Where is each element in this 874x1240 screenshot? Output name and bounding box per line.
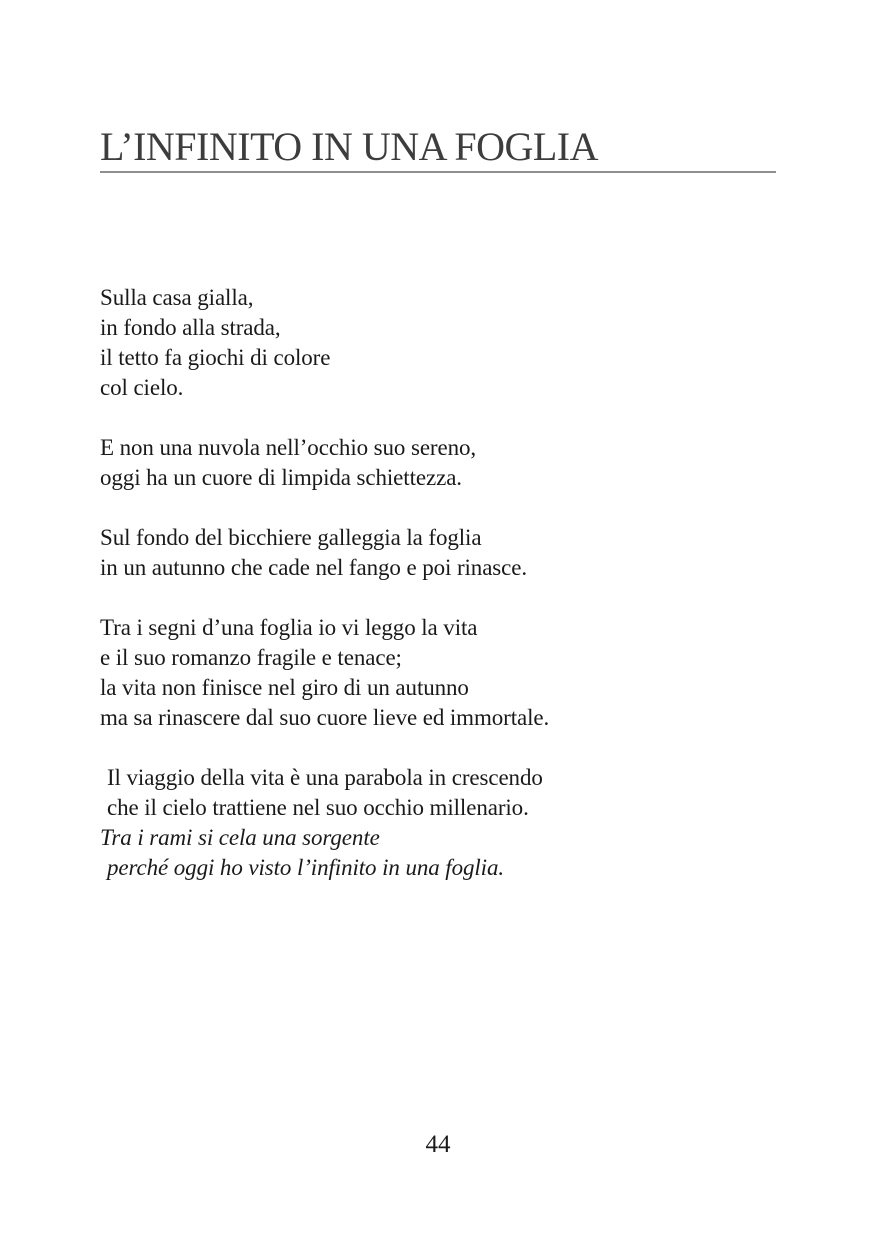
poem-line: il tetto fa giochi di colore <box>100 345 331 370</box>
poem-line: Tra i segni d’una foglia io vi leggo la vita <box>100 615 478 640</box>
poem-line: E non una nuvola nell’occhio suo sereno, <box>100 435 477 460</box>
poem-line: perché oggi ho visto l’infinito in una foglia. <box>107 855 505 880</box>
stanza <box>100 433 549 493</box>
poem-line: Sulla casa gialla, <box>100 285 254 310</box>
poem-line: ma sa rinascere dal suo cuore lieve ed immortale. <box>100 705 550 730</box>
stanza <box>100 523 549 583</box>
poem-line: e il suo romanzo fragile e tenace; <box>100 645 402 670</box>
poem-line: col cielo. <box>100 375 184 400</box>
poem-line: in fondo alla strada, <box>100 315 281 340</box>
poem-line: Tra i rami si cela una sorgente <box>100 825 380 850</box>
poem-line: Il viaggio della vita è una parabola in crescendo <box>107 765 543 790</box>
poem <box>100 283 549 913</box>
page-number: 44 <box>425 1131 451 1158</box>
poem-line: la vita non finisce nel giro di un autunno <box>100 675 469 700</box>
poem-line: che il cielo trattiene nel suo occhio millenario. <box>107 795 529 820</box>
stanza <box>100 283 549 403</box>
poem-line: oggi ha un cuore di limpida schiettezza. <box>100 465 462 490</box>
stanza <box>100 763 549 883</box>
poem-line: Sul fondo del bicchiere galleggia la foglia <box>100 525 482 550</box>
title-rule <box>100 171 776 173</box>
page-title: L’INFINITO IN UNA FOGLIA <box>100 124 598 169</box>
poem-line: in un autunno che cade nel fango e poi rinasce. <box>100 555 528 580</box>
stanza <box>100 613 549 733</box>
